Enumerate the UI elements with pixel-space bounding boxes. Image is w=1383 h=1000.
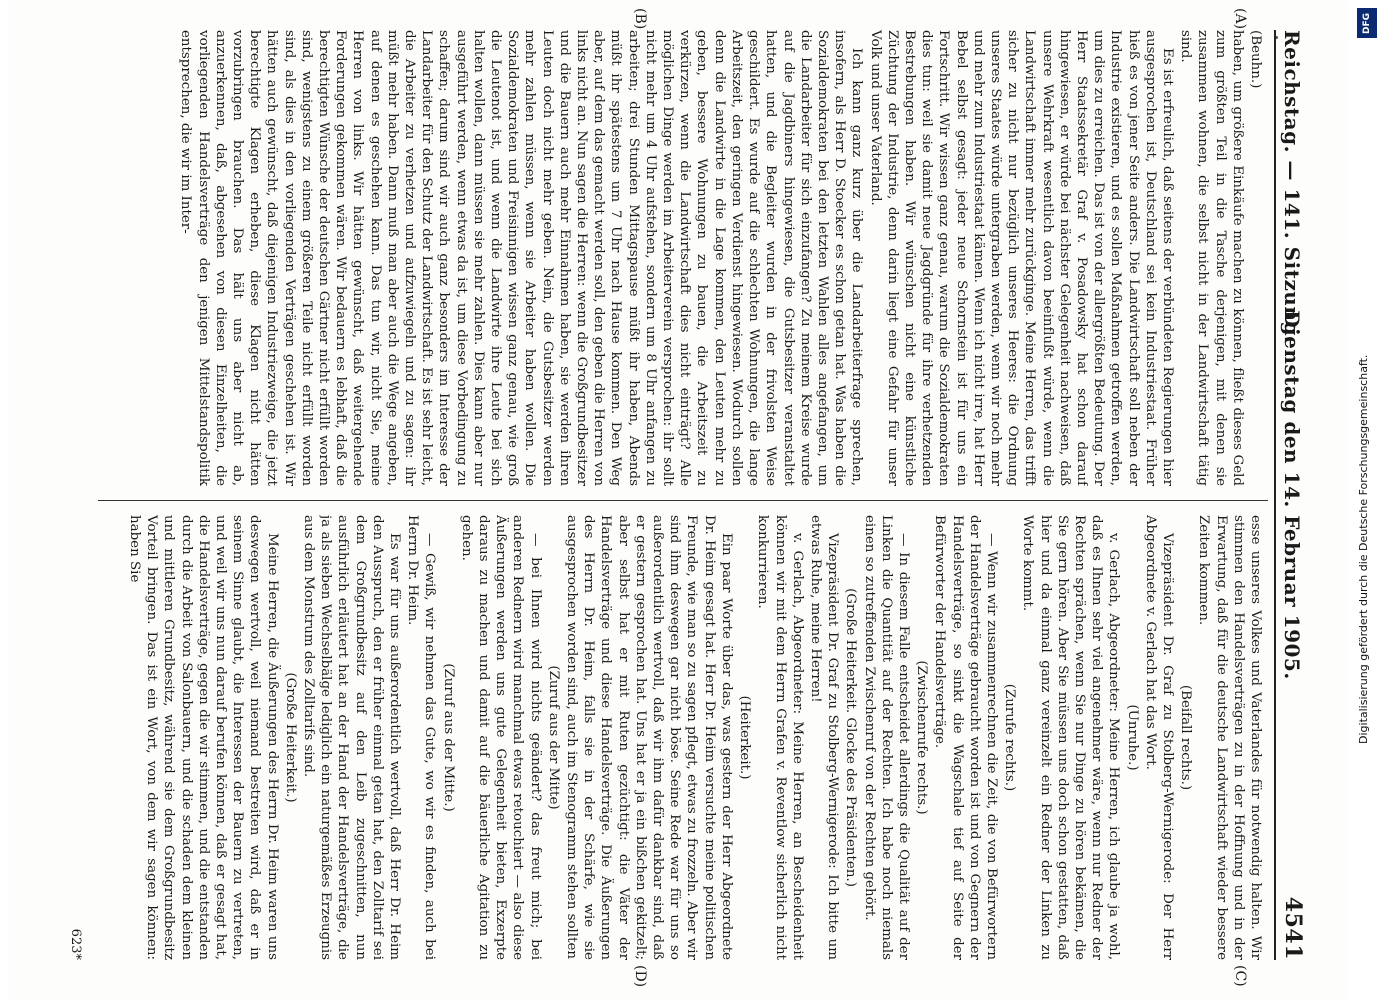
stage-direction: (Große Heiterkeit.)	[282, 672, 298, 803]
column-divider	[98, 500, 1268, 501]
dfg-logo: DFG	[1357, 8, 1377, 38]
right-column	[98, 515, 1264, 960]
margin-mark-d: (D)	[632, 965, 648, 988]
paragraph: Vizepräsident Dr. Graf zu Stolberg-Wernigerode: Ich bitte um etwas Ruhe, meine Herren!	[807, 515, 841, 960]
paragraph: v. Gerlach, Abgeordneter: Meine Herren, an Bescheidenheit können wir mit dem Herrn Grafen v. Reventlow sicherlich nicht konkurrieren.	[755, 515, 805, 960]
stage-direction: (Große Heiterkeit. Glocke des Präsidenten.)	[843, 588, 859, 887]
digitization-note: Digitalisierung gefördert durch die Deutsche Forschungsgemeinschaft.	[1357, 354, 1370, 744]
margin-mark-b: (B)	[632, 8, 648, 30]
newspaper-page	[8, 0, 1348, 1000]
signature-mark: 623*	[68, 928, 83, 960]
paragraph: (Beuhn.)	[1248, 30, 1263, 89]
stage-direction: (Beifall rechts.)	[1178, 684, 1194, 791]
page-header	[1280, 30, 1320, 960]
paragraph: haben, um größere Einkäufe machen zu können, fließt dieses Geld zum größten Teil in die Tasche derjenigen, mit denen sie zusammen wohnen, die selbst nicht in der Landwirtschaft tätig sind.	[1178, 30, 1245, 486]
paragraph: — bei Ihnen wird nichts geändert? das freut mich; bei anderen Rednern wird manchmal etwas retouchiert — also diese Äußerungen werden uns gute Gelegenheit bieten, Exzerpte daraus zu machen und damit auf die bäuerliche Agitation zu gehen.	[458, 515, 543, 960]
paragraph: esse unseres Volkes und Vaterlandes für notwendig halten. Wir stimmen den Handelsverträgen zu in der Hoffnung und in der Erwartung, daß für die deutsche Landwirtschaft wieder bessere Zeiten kommen.	[1196, 515, 1263, 960]
paragraph: Meine Herren, die Äußerungen des Herrn Dr. Heim waren uns deswegen wertvoll, weil niemand bestreiten wird, daß er in seinem Sinne glaubt, die Interessen der Bauern zu vertreten, und weil wir uns nun darauf berufen können, daß er gesagt hat, die Handelsverträge, gegen die wir stimmen, und die entstanden durch die Arbeit von Salonbauern, und die schaden dem kleinen und mittleren Grundbesitz, während sie dem Großgrundbesitz Vorteil bringen. Das ist ein Wort, von dem wir sagen können: haben Sie	[127, 515, 280, 960]
stage-direction: (Zuruf aus der Mitte.)	[440, 663, 456, 812]
header-date: Dienstag den 14. Februar 1905.	[1280, 310, 1304, 680]
paragraph: v. Gerlach, Abgeordneter: Meine Herren, ich glaube ja wohl, daß es Ihnen sehr viel angenehmer wäre, wenn nur Redner der Rechten sprächen, wenn Sie nur Dinge zu hören bekämen, die Sie gern hören. Aber Sie müssen uns doch schon gestatten, daß hier und da einmal ganz vereinzelt ein Redner der Linken zu Worte kommt.	[1020, 515, 1122, 960]
header-rule	[1274, 30, 1276, 960]
stage-direction: (Zurufe rechts.)	[1002, 683, 1018, 792]
page-number: 4541	[1280, 896, 1306, 960]
paragraph: — Gewiß, wir nehmen das Gute, wo wir es finden, auch bei Herrn Dr. Heim.	[405, 515, 438, 960]
stage-direction: (Unruhe.)	[1124, 704, 1140, 771]
margin-mark-a: (A)	[1232, 8, 1248, 30]
paragraph: Es war für uns außerordentlich wertvoll, daß Herr Dr. Heim den Ausspruch, den er früher einmal getan hat, den Zolltarif sei dem Großgrundbesitz auf den Leib zugeschnitten, nun ausführlich erläutert hat an der Hand der Handelsverträge, die ja als sieben Wechselbälge lediglich ein naturgemäßes Erzeugnis aus dem Monstrum des Zolltarifs sind.	[301, 515, 403, 960]
header-left: Reichstag. — 141. Sitzung.	[1280, 30, 1304, 344]
paragraph: Ein paar Worte über das, was gestern der Herr Abgeordnete Dr. Heim gesagt hat. Herr Dr. Heim versuchte meine politischen Freunde, wie man so zu sagen pflegt, etwas zu frozzeln. Aber wir sind ihm deswegen gar nicht böse. Seine Rede war für uns so außerordentlich wertvoll, daß wir ihm dafür dankbar sind, daß er gestern gesprochen hat. Uns hat er ja ein bißchen gekitzelt; aber selbst hat er mit Ruten gezüchtigt: die Väter der Handelsverträge und diese Handelsverträge. Die Äußerungen des Herrn Dr. Heim, falls sie in der Schärfe, wie sie ausgesprochen worden sind, auch im Stenogramm stehen sollten	[564, 515, 734, 960]
margin-mark-c: (C)	[1232, 965, 1248, 987]
paragraph: — In diesem Falle entscheidet allerdings die Qualität auf der Linken die Quantität auf der Rechten. Ich habe noch niemals einen so zutreffenden Zwischenruf von der Rechten gehört.	[861, 515, 911, 960]
left-column	[98, 30, 1264, 486]
paragraph: Vizepräsident Dr. Graf zu Stolberg-Wernigerode: Der Herr Abgeordnete v. Gerlach hat das Wort.	[1142, 515, 1175, 960]
stage-direction: (Zuruf aus der Mitte)	[545, 665, 561, 810]
paragraph: Ich kann ganz kurz über die Landarbeiterfrage sprechen, insofern, als Herr D. Stoecker es schon getan hat. Was haben die Sozialdemokraten bei den letzten Wahlen alles angefangen, um die Landarbeiter für sich einzufangen? Zu meinem Kreise wurde auf die Jagdbiners hingewiesen, die Gutsbesitzer veranstaltet hatten, und die Begleiter wurden in der frivolsten Weise geschildert. Es wurde auf die schlechten Wohnungen, die lange Arbeitszeit, den geringen Verdienst hingewiesen. Wodurch sollen denn die Landwirte in die Lage kommen, den Leuten mehr zu geben, bessere Wohnungen zu bauen, die Arbeitszeit zu verkürzen, wenn die Landwirtschaft dies nicht einträgt? Alle möglichen Dinge werden im Arbeiterverein versprochen: ihr sollt nicht mehr um 4 Uhr aufstehen, sondern um 8 Uhr anfangen zu arbeiten; drei Stunden Mittagspause müßt ihr haben, Abends müßt ihr spätestens um 7 Uhr nach Hause kommen. Den Weg aber, auf dem das gemacht werden soll, den geben die Herren von links nicht an. Nun sagen die Herren: wenn die Großgrundbesitzer und die Bauern auch mehr Einnahmen haben, sie werden ihren Leuten doch nicht mehr geben. Nein, die Gutsbesitzer werden mehr zahlen müssen, wenn sie Arbeiter haben wollen. Die Sozialdemokraten und Freisinnigen wissen ganz genau, wie groß die Leutenot ist, und wenn die Landwirte ihre Leute bei sich halten wollen, dann müssen sie mehr zahlen. Dies kann aber nur ausgeführt werden, wenn etwas da ist, um diese Vorbedingung zu schaffen; darum sind wir auch ganz besonders im Interesse der Landarbeiter für den Schutz der Landwirtschaft. Es ist sehr leicht, die Arbeiter zu verhetzen und aufzuwiegeln und zu sagen: ihr müßt mehr haben. Dann muß man aber auch die Wege angeben, auf denen es geschehen kann. Das tun wir, nicht Sie, meine Herren von links. Wir hätten gewünscht, daß weitergehende Forderungen gekommen wären. Wir bedauern es lebhaft, daß die berechtigten Wünsche der deutschen Gärtner nicht erfüllt worden sind, wenigstens zu einem größeren Teile nicht erfüllt worden sind, als dies in den vorliegenden Verträgen geschehen ist. Wir hätten auch gewünscht, daß diejenigen Industriezweige, die jetzt berechtigte Klagen erheben, diese Klagen nicht hätten vorzubringen brauchen. Das hält uns aber nicht ab, anzuerkennen, daß, abgesehen von diesen Einzelheiten, die vorliegenden Handelsverträge den jenigen Mittelstandspolitik entsprechen, die wir im Inter-	[178, 30, 865, 486]
paragraph: — Wenn wir zusammenrechnen die Zeit, die von Befürwortern der Handelsverträge gebraucht worden ist und von Gegnern der Handelsverträge, so sinkt die Wagschale tief auf Seite der Befürworter der Handelsverträge.	[932, 515, 999, 960]
stage-direction: (Zwischenrufe rechts.)	[914, 660, 930, 815]
paragraph: Es ist erfreulich, daß seitens der verbündeten Regierungen hier ausgesprochen ist, Deutschland sei kein Industriestaat. Früher hieß es von jener Seite anders. Die Landwirtschaft soll neben der Industrie existieren, und es sollen Maßnahmen getroffen werden, um dies zu erreichen. Das ist von der allergrößten Bedeutung. Der Herr Staatssekretär Graf v. Posadowsky hat schon darauf hingewiesen, er würde bei nächster Gelegenheit nachweisen, daß unsere Wehrkraft wesentlich davon beeinflußt würde, wenn die Landwirtschaft immer mehr zurückginge. Meine Herren, das trifft sicher zu nicht nur bezüglich unseres Heeres: die Ordnung unseres Staates würde untergraben werden, wenn wir noch mehr und mehr zum Industriestaat kämen. Wenn ich nicht irre, hat Herr Bebel selbst gesagt: jeder neue Schornstein ist für uns ein Fortschritt. Wir wissen ganz genau, warum die Sozialdemokraten dies tun: weil sie damit neue Jagdgründe für ihre verhetzenden Bestrebungen haben. Wir wünschen nicht eine künstliche Züchtung der Industrie, denn darin liegt eine Gefahr für unser Volk und unser Vaterland.	[867, 30, 1175, 486]
stage-direction: (Heiterkeit.)	[737, 695, 753, 780]
